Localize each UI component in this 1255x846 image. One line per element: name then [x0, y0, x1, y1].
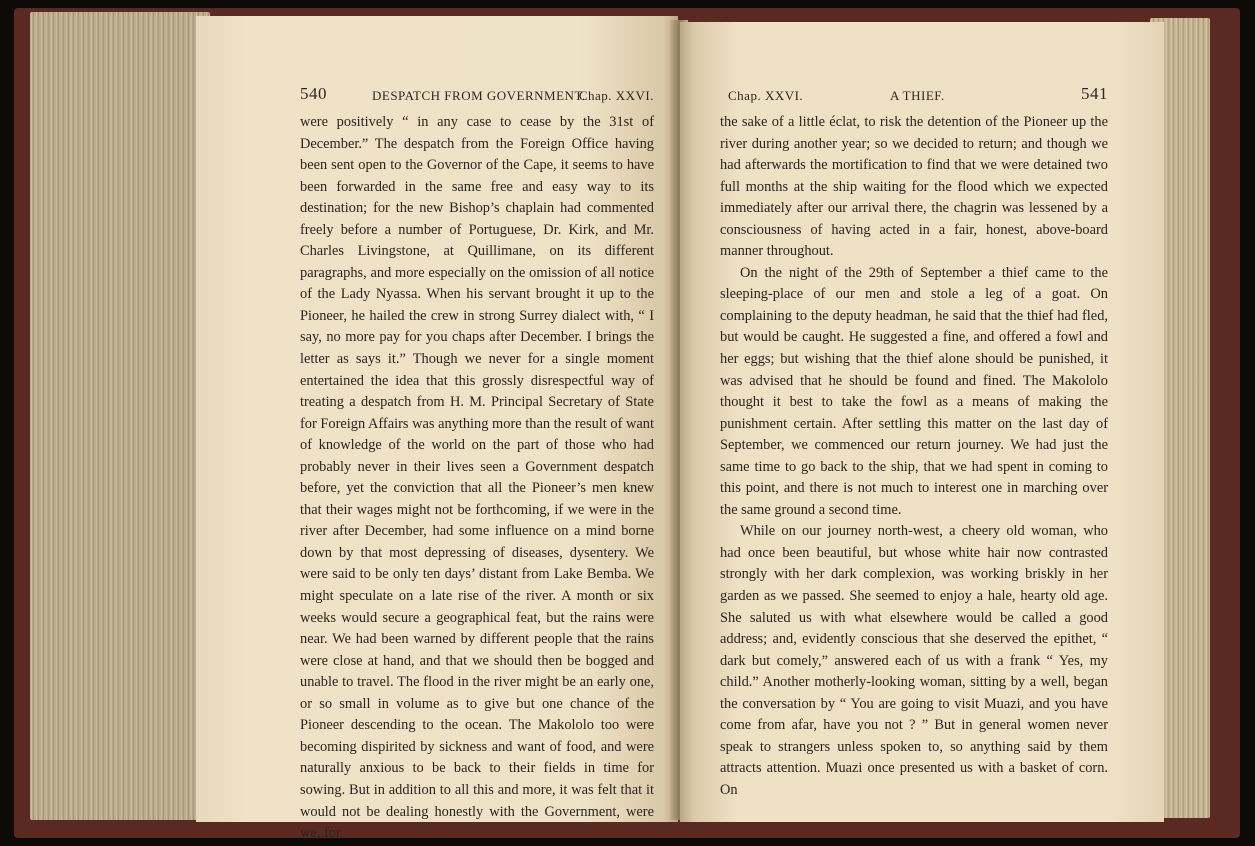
left-paragraph-1: were positively “ in any case to cease by the 31st of December.” The despatch from the Foreign Office having been sent open to the Governor of the Cape, it seems to have been forwarded in the same free and easy way to its destination; for the new Bishop’s chaplain had commented freely before a number of Portuguese, Dr. Kirk, and Mr. Charles Livingstone, at Quillimane, on its different paragraphs, and more especially on the omission of all notice of the Lady Nyassa. When his servant brought it up to the Pioneer, he hailed the crew in strong Surrey dialect with, “ I say, no more pay for you chaps after December. I brings the letter as says it.” Though we never for a single moment entertained the idea that this grossly disrespectful way of treating a despatch from H. M. Principal Secretary of State for Foreign Affairs was anything more than the result of want of knowledge of the world on the part of those who had probably never in their lives seen a Government despatch before, yet the conviction that all the Pioneer’s men knew that their wages might not be forthcoming, if we were in the river after December, had some influence on a mind borne down by that most depressing of diseases, dysentery. We were said to be only ten days’ distant from Lake Bemba. We might speculate on a late rise of the river. A month or six weeks would secure a geographical feat, but the rains were near. We had been warned by different people that the rains were close at hand, and that we should then be bogged and unable to travel. The flood in the river might be an early one, or so small in volume as to give but one chance of the Pioneer descending to the ocean. The Makololo too were becoming dispirited by sickness and want of food, and were naturally anxious to be back to their fields in time for sowing. But in addition to all this and more, it was felt that it would not be dealing honestly with the Government, were we, for [300, 114, 654, 842]
left-page-number: 540 [300, 84, 327, 103]
left-running-title: DESPATCH FROM GOVERNMENT. [372, 88, 586, 103]
right-page-number: 541 [1081, 84, 1108, 103]
left-page-body [300, 112, 654, 845]
left-page-edges [30, 12, 210, 820]
left-page [196, 16, 678, 842]
right-page-header [720, 86, 1108, 112]
right-page-body [720, 112, 1108, 802]
right-running-title: A THIEF. [890, 88, 945, 103]
right-chapter-label: Chap. XXVI. [728, 88, 804, 103]
right-paragraph-3: While on our journey north-west, a cheery old woman, who had once been beautiful, but whose white hair now contrasted strongly with her dark complexion, was working briskly in her garden as we passed. She seemed to enjoy a hale, hearty old age. She saluted us with what elsewhere would be called a good address; and, evidently conscious that she deserved the epithet, “ dark but comely,” answered each of us with a frank “ Yes, my child.” Another motherly-looking woman, sitting by a well, began the conversation by “ You are going to visit Muazi, and you have come from afar, have you not ? ” But in general women never speak to strangers unless spoken to, so anything said by them attracts attention. Muazi once presented us with a basket of corn. On [720, 523, 1108, 798]
right-page [680, 22, 1164, 822]
right-paragraph-1: the sake of a little éclat, to risk the detention of the Pioneer up the river during another year; so we decided to return; and though we had afterwards the mortification to find that we were detained two full months at the ship waiting for the flood which we expected immediately after our arrival there, the chagrin was lessened by a consciousness of having acted in a fair, honest, above-board manner throughout. [720, 114, 1108, 260]
left-chapter-label: Chap. XXVI. [578, 88, 654, 103]
right-paragraph-2: On the night of the 29th of September a thief came to the sleeping-place of our men and stole a leg of a goat. On complaining to the deputy headman, he said that the thief had fled, but would be caught. He suggested a fine, and offered a fowl and her eggs; but wishing that the thief alone should be punished, it was advised that he should be found and fined. The Makololo thought it best to take the fowl as a means of making the punishment certain. After settling this matter on the last day of September, we commenced our return journey. We had just the same time to go back to the ship, that we had spent in coming to this point, and there is not much to interest one in marching over the same ground a second time. [720, 264, 1108, 518]
left-page-header [300, 86, 654, 112]
